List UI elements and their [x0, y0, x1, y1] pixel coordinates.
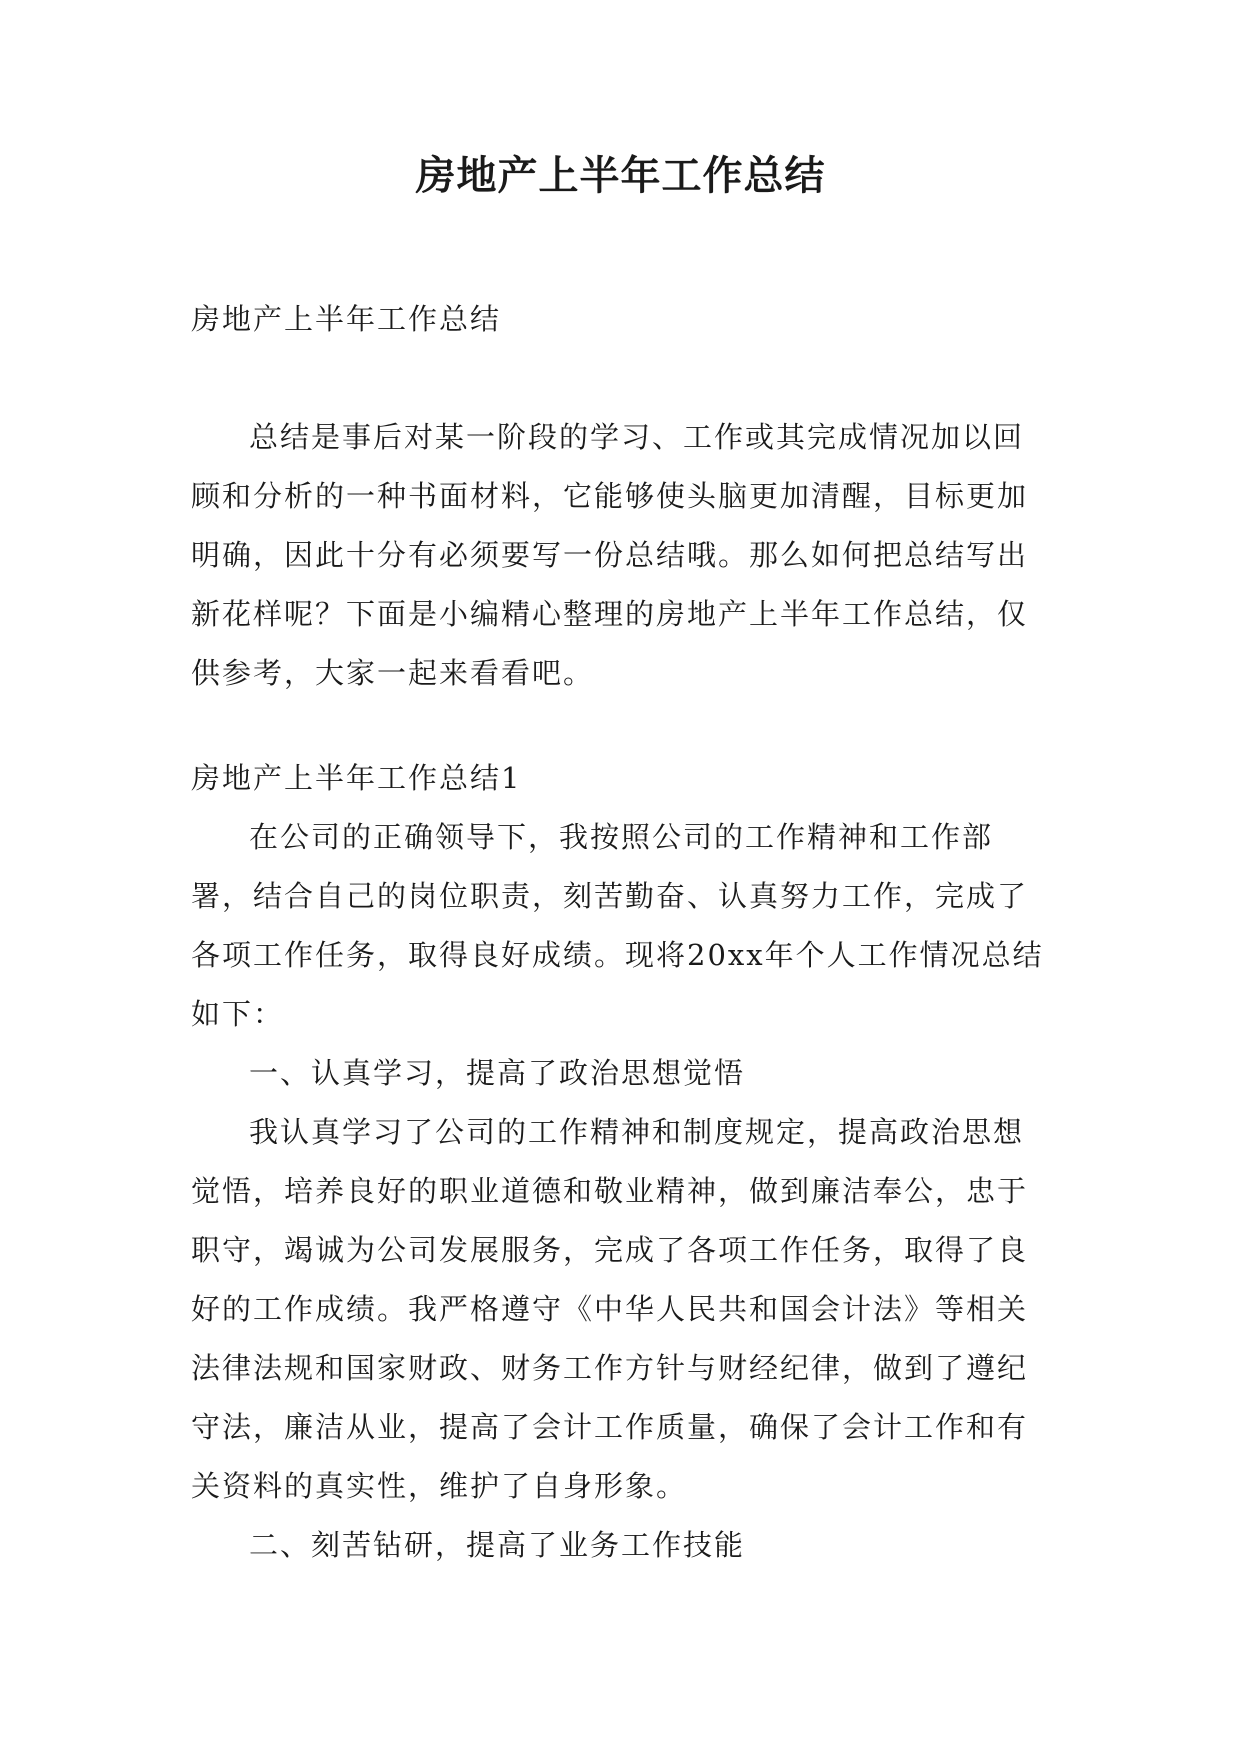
section-paragraph: 在公司的正确领导下，我按照公司的工作精神和工作部署，结合自己的岗位职责，刻苦勤奋、认真努力工作，完成了各项工作任务，取得良好成绩。现将20xx年个人工作情况总结如下：: [191, 820, 1044, 1031]
section-heading-2: 二、刻苦钻研，提高了业务工作技能: [249, 1528, 746, 1562]
intro-paragraph: 总结是事后对某一阶段的学习、工作或其完成情况加以回顾和分析的一种书面材料，它能够使头脑更加清醒，目标更加明确，因此十分有必须要写一份总结哦。那么如何把总结写出新花样呢？下面是小编精心整理的房地产上半年工作总结，仅供参考，大家一起来看看吧。: [191, 420, 1029, 690]
section-paragraph-2: 我认真学习了公司的工作精神和制度规定，提高政治思想觉悟，培养良好的职业道德和敬业精神，做到廉洁奉公，忠于职守，竭诚为公司发展服务，完成了各项工作任务，取得了良好的工作成绩。我严格遵守《中华人民共和国会计法》等相关法律法规和国家财政、财务工作方针与财经纪律，做到了遵纪守法，廉洁从业，提高了会计工作质量，确保了会计工作和有关资料的真实性，维护了自身形象。: [191, 1115, 1029, 1503]
section-title: 房地产上半年工作总结1: [191, 761, 522, 795]
document-subtitle: 房地产上半年工作总结: [191, 302, 502, 336]
section-heading-1: 一、认真学习，提高了政治思想觉悟: [249, 1056, 746, 1090]
document-body: [191, 290, 1051, 1575]
document-title: 房地产上半年工作总结: [415, 153, 826, 199]
